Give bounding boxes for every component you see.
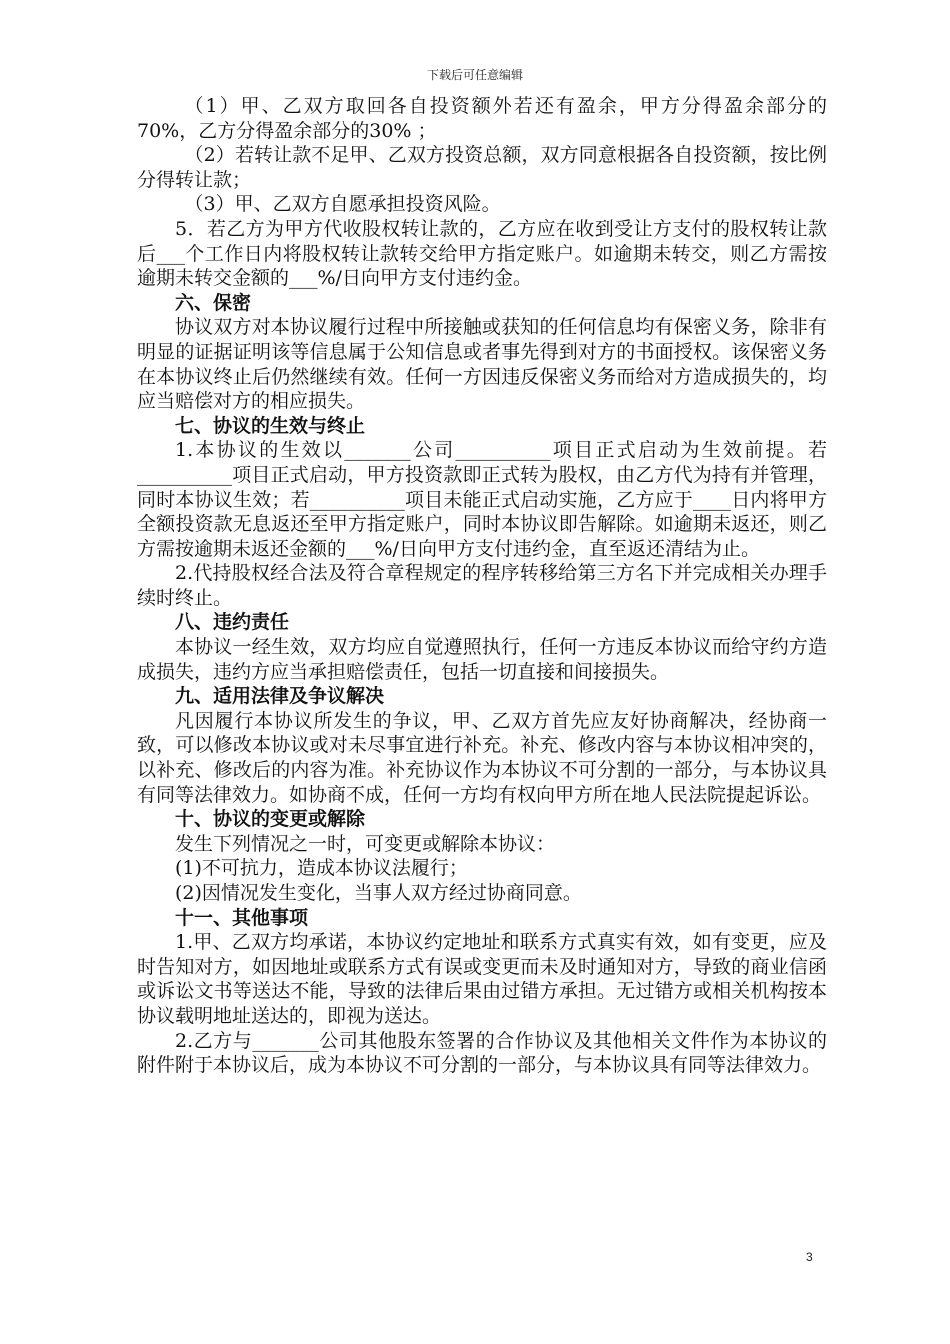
paragraph: (2)因情况发生变化，当事人双方经过协商同意。	[175, 882, 582, 904]
paragraph: 发生下列情况之一时，可变更或解除本协议：	[175, 832, 556, 855]
paragraph: （2）若转让款不足甲、乙双方投资总额，双方同意根据各自投资额，按比例分得转让款；	[137, 144, 827, 191]
section-heading: 七、协议的生效与终止	[175, 414, 366, 437]
section-heading: 十、协议的变更或解除	[175, 808, 366, 831]
paragraph: 本协议一经生效，双方均应自觉遵照执行，任何一方违反本协议而给守约方造成损失，违约方应当承担赔偿责任，包括一切直接和间接损失。	[137, 636, 827, 683]
page-number: 3	[806, 1250, 813, 1264]
section-heading: 六、保密	[175, 291, 252, 314]
paragraph: 1.本协议的生效以_______公司__________项目正式启动为生效前提。若__________项目正式启动，甲方投资款即正式转为股权，由乙方代为持有并管理，同时本协议生效；若__________项目未能正式启动实施，乙方应于____日内将甲方全额投资款无息返还至甲方指定账户，同时本协议即告解除。如逾期未返还，则乙方需按逾期未返还金额的___%/日向甲方支付违约金，直至返还清结为止。	[137, 439, 827, 560]
paragraph: （3）甲、乙双方自愿承担投资风险。	[184, 193, 501, 216]
paragraph: （1）甲、乙双方取回各自投资额外若还有盈余，甲方分得盈余部分的70%，乙方分得盈余部分的30% ；	[137, 95, 827, 142]
paragraph: 凡因履行本协议所发生的争议，甲、乙双方首先应友好协商解决，经协商一致，可以修改本协议或对未尽事宜进行补充。补充、修改内容与本协议相冲突的，以补充、修改后的内容为准。补充协议作为本协议不可分割的一部分，与本协议具有同等法律效力。如协商不成，任何一方均有权向甲方所在地人民法院提起诉讼。	[137, 709, 827, 806]
paragraph: 1.甲、乙双方均承诺，本协议约定地址和联系方式真实有效，如有变更，应及时告知对方，如因地址或联系方式有误或变更而未及时通知对方，导致的商业信函或诉讼文书等送达不能，导致的法律后果由过错方承担。无过错方或相关机构按本协议载明地址送达的，即视为送达。	[137, 931, 827, 1027]
paragraph: (1)不可抗力，造成本协议法履行；	[175, 857, 468, 880]
document-body	[137, 94, 827, 1078]
section-heading: 九、适用法律及争议解决	[175, 685, 385, 708]
paragraph: 5．若乙方为甲方代收股权转让款的，乙方应在收到受让方支付的股权转让款后___个工作日内将股权转让款转交给甲方指定账户。如逾期未转交，则乙方需按逾期未转交金额的___%/日向甲方支付违约金。	[137, 217, 827, 290]
page-header: 下载后可任意编辑	[426, 68, 523, 82]
paragraph: 协议双方对本协议履行过程中所接触或获知的任何信息均有保密义务，除非有明显的证据证明该等信息属于公知信息或者事先得到对方的书面授权。该保密义务在本协议终止后仍然继续有效。任何一方因违反保密义务而给对方造成损失的，均应当赔偿对方的相应损失。	[137, 316, 827, 413]
section-heading: 八、违约责任	[175, 611, 290, 634]
paragraph: 2.代持股权经合法及符合章程规定的程序转移给第三方名下并完成相关办理手续时终止。	[137, 562, 827, 609]
section-heading: 十一、其他事项	[175, 906, 309, 929]
paragraph: 2.乙方与_______公司其他股东签署的合作协议及其他相关文件作为本协议的附件附于本协议后，成为本协议不可分割的一部分，与本协议具有同等法律效力。	[137, 1029, 827, 1077]
